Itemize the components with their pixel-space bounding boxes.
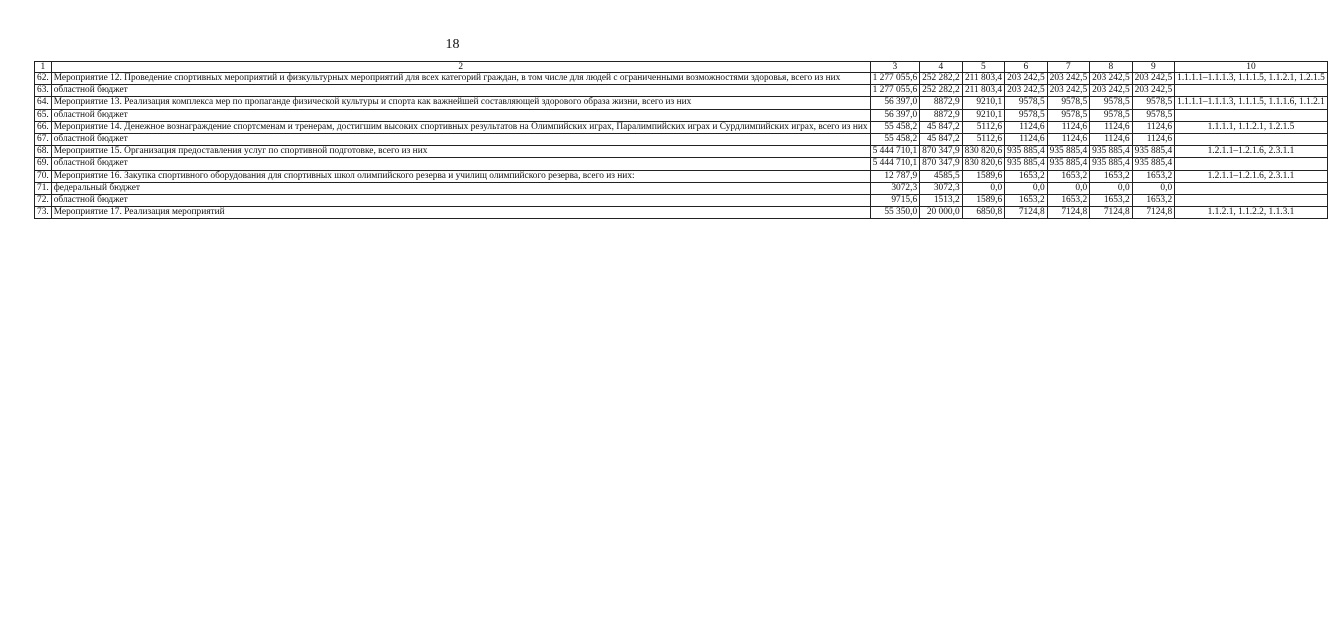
- table-row: [35, 134, 1328, 146]
- row-number: 65.: [35, 109, 52, 121]
- value-cell: 8872,9: [920, 109, 963, 121]
- value-cell: 0,0: [1090, 182, 1133, 194]
- column-header: 9: [1132, 62, 1175, 73]
- table-row: [35, 73, 1328, 85]
- value-cell: 6850,8: [962, 207, 1005, 219]
- value-cell: 20 000,0: [920, 207, 963, 219]
- value-cell: 56 397,0: [870, 109, 920, 121]
- row-name: областной бюджет: [51, 109, 870, 121]
- value-cell: 9578,5: [1132, 97, 1175, 109]
- column-header: 8: [1090, 62, 1133, 73]
- value-cell: 9578,5: [1047, 97, 1090, 109]
- row-name: областной бюджет: [51, 85, 870, 97]
- value-cell: 203 242,5: [1047, 73, 1090, 85]
- row-name: областной бюджет: [51, 158, 870, 170]
- value-cell: 45 847,2: [920, 121, 963, 133]
- value-cell: 935 885,4: [1047, 158, 1090, 170]
- value-cell: 45 847,2: [920, 134, 963, 146]
- value-cell: 9578,5: [1090, 109, 1133, 121]
- value-cell: 1589,6: [962, 170, 1005, 182]
- value-cell: 4585,5: [920, 170, 963, 182]
- table-row: [35, 207, 1328, 219]
- column-header: 4: [920, 62, 963, 73]
- value-cell: 1124,6: [1005, 121, 1048, 133]
- value-cell: 203 242,5: [1005, 85, 1048, 97]
- indicator-refs: [1175, 109, 1328, 121]
- value-cell: 5112,6: [962, 134, 1005, 146]
- value-cell: 1124,6: [1132, 121, 1175, 133]
- value-cell: 7124,8: [1047, 207, 1090, 219]
- budget-table: [34, 61, 1328, 219]
- indicator-refs: [1175, 158, 1328, 170]
- row-number: 63.: [35, 85, 52, 97]
- table-row: [35, 158, 1328, 170]
- page-number: 18: [445, 37, 460, 52]
- table-row: [35, 195, 1328, 207]
- value-cell: 3072,3: [870, 182, 920, 194]
- value-cell: 203 242,5: [1132, 85, 1175, 97]
- row-name: Мероприятие 14. Денежное вознаграждение спортсменам и тренерам, достигшим высоких спортивных результатов на Олимпийских играх, Паралимпийских играх и Сурдлимпийских играх, всего из них: [51, 121, 870, 133]
- value-cell: 12 787,9: [870, 170, 920, 182]
- table-row: [35, 121, 1328, 133]
- table-row: [35, 109, 1328, 121]
- value-cell: 55 458,2: [870, 121, 920, 133]
- value-cell: 1124,6: [1132, 134, 1175, 146]
- value-cell: 1653,2: [1132, 195, 1175, 207]
- value-cell: 935 885,4: [1047, 146, 1090, 158]
- row-name: областной бюджет: [51, 195, 870, 207]
- row-number: 70.: [35, 170, 52, 182]
- value-cell: 8872,9: [920, 97, 963, 109]
- value-cell: 7124,8: [1005, 207, 1048, 219]
- value-cell: 1653,2: [1090, 195, 1133, 207]
- row-number: 69.: [35, 158, 52, 170]
- table-body: [35, 62, 1328, 219]
- value-cell: 211 803,4: [962, 73, 1005, 85]
- row-name: областной бюджет: [51, 134, 870, 146]
- row-name: Мероприятие 13. Реализация комплекса мер по пропаганде физической культуры и спорта как важнейшей составляющей здорового образа жизни, всего из них: [51, 97, 870, 109]
- row-number: 71.: [35, 182, 52, 194]
- column-header: 2: [51, 62, 870, 73]
- value-cell: 1653,2: [1132, 170, 1175, 182]
- column-header: 1: [35, 62, 52, 73]
- value-cell: 935 885,4: [1090, 146, 1133, 158]
- value-cell: 1124,6: [1047, 121, 1090, 133]
- value-cell: 55 458,2: [870, 134, 920, 146]
- row-number: 67.: [35, 134, 52, 146]
- row-number: 66.: [35, 121, 52, 133]
- value-cell: 935 885,4: [1005, 146, 1048, 158]
- value-cell: 1 277 055,6: [870, 85, 920, 97]
- value-cell: 211 803,4: [962, 85, 1005, 97]
- column-header: 10: [1175, 62, 1328, 73]
- value-cell: 7124,8: [1132, 207, 1175, 219]
- row-name: федеральный бюджет: [51, 182, 870, 194]
- value-cell: 252 282,2: [920, 73, 963, 85]
- indicator-refs: [1175, 85, 1328, 97]
- value-cell: 1513,2: [920, 195, 963, 207]
- indicator-refs: 1.2.1.1–1.2.1.6, 2.3.1.1: [1175, 170, 1328, 182]
- indicator-refs: [1175, 195, 1328, 207]
- value-cell: 1 277 055,6: [870, 73, 920, 85]
- value-cell: 1653,2: [1005, 195, 1048, 207]
- value-cell: 5 444 710,1: [870, 146, 920, 158]
- value-cell: 203 242,5: [1047, 85, 1090, 97]
- indicator-refs: 1.1.2.1, 1.1.2.2, 1.1.3.1: [1175, 207, 1328, 219]
- value-cell: 7124,8: [1090, 207, 1133, 219]
- value-cell: 1653,2: [1047, 170, 1090, 182]
- row-number: 62.: [35, 73, 52, 85]
- table-row: [35, 170, 1328, 182]
- value-cell: 3072,3: [920, 182, 963, 194]
- value-cell: 9578,5: [1132, 109, 1175, 121]
- table-row: [35, 146, 1328, 158]
- value-cell: 935 885,4: [1090, 158, 1133, 170]
- indicator-refs: 1.2.1.1–1.2.1.6, 2.3.1.1: [1175, 146, 1328, 158]
- column-header: 5: [962, 62, 1005, 73]
- value-cell: 1589,6: [962, 195, 1005, 207]
- table-row: [35, 97, 1328, 109]
- table-row: [35, 182, 1328, 194]
- column-header: 3: [870, 62, 920, 73]
- value-cell: 5112,6: [962, 121, 1005, 133]
- value-cell: 203 242,5: [1132, 73, 1175, 85]
- column-header: 7: [1047, 62, 1090, 73]
- value-cell: 0,0: [1005, 182, 1048, 194]
- value-cell: 9715,6: [870, 195, 920, 207]
- row-number: 68.: [35, 146, 52, 158]
- value-cell: 203 242,5: [1005, 73, 1048, 85]
- value-cell: 0,0: [962, 182, 1005, 194]
- column-header: 6: [1005, 62, 1048, 73]
- indicator-refs: 1.1.1.1–1.1.1.3, 1.1.1.5, 1.1.1.6, 1.1.2.1: [1175, 97, 1328, 109]
- value-cell: 1653,2: [1047, 195, 1090, 207]
- value-cell: 870 347,9: [920, 158, 963, 170]
- value-cell: 1124,6: [1005, 134, 1048, 146]
- value-cell: 252 282,2: [920, 85, 963, 97]
- value-cell: 9578,5: [1005, 97, 1048, 109]
- value-cell: 830 820,6: [962, 146, 1005, 158]
- value-cell: 9210,1: [962, 97, 1005, 109]
- value-cell: 0,0: [1132, 182, 1175, 194]
- row-name: Мероприятие 17. Реализация мероприятий: [51, 207, 870, 219]
- header-row: [35, 62, 1328, 73]
- value-cell: 1124,6: [1090, 121, 1133, 133]
- value-cell: 56 397,0: [870, 97, 920, 109]
- value-cell: 203 242,5: [1090, 73, 1133, 85]
- value-cell: 9578,5: [1005, 109, 1048, 121]
- value-cell: 5 444 710,1: [870, 158, 920, 170]
- value-cell: 935 885,4: [1132, 146, 1175, 158]
- table-row: [35, 85, 1328, 97]
- row-number: 72.: [35, 195, 52, 207]
- row-name: Мероприятие 15. Организация предоставления услуг по спортивной подготовке, всего из них: [51, 146, 870, 158]
- value-cell: 935 885,4: [1005, 158, 1048, 170]
- indicator-refs: 1.1.1.1, 1.1.2.1, 1.2.1.5: [1175, 121, 1328, 133]
- value-cell: 1653,2: [1090, 170, 1133, 182]
- value-cell: 830 820,6: [962, 158, 1005, 170]
- value-cell: 9578,5: [1047, 109, 1090, 121]
- value-cell: 9578,5: [1090, 97, 1133, 109]
- value-cell: 203 242,5: [1090, 85, 1133, 97]
- indicator-refs: [1175, 134, 1328, 146]
- value-cell: 870 347,9: [920, 146, 963, 158]
- value-cell: 0,0: [1047, 182, 1090, 194]
- value-cell: 935 885,4: [1132, 158, 1175, 170]
- value-cell: 55 350,0: [870, 207, 920, 219]
- row-number: 73.: [35, 207, 52, 219]
- row-name: Мероприятие 12. Проведение спортивных мероприятий и физкультурных мероприятий для всех категорий граждан, в том числе для людей с ограниченными возможностями здоровья, всего из них: [51, 73, 870, 85]
- indicator-refs: [1175, 182, 1328, 194]
- value-cell: 1653,2: [1005, 170, 1048, 182]
- row-number: 64.: [35, 97, 52, 109]
- value-cell: 1124,6: [1090, 134, 1133, 146]
- value-cell: 1124,6: [1047, 134, 1090, 146]
- row-name: Мероприятие 16. Закупка спортивного оборудования для спортивных школ олимпийского резерва и училищ олимпийского резерва, всего из них:: [51, 170, 870, 182]
- value-cell: 9210,1: [962, 109, 1005, 121]
- indicator-refs: 1.1.1.1–1.1.1.3, 1.1.1.5, 1.1.2.1, 1.2.1.5: [1175, 73, 1328, 85]
